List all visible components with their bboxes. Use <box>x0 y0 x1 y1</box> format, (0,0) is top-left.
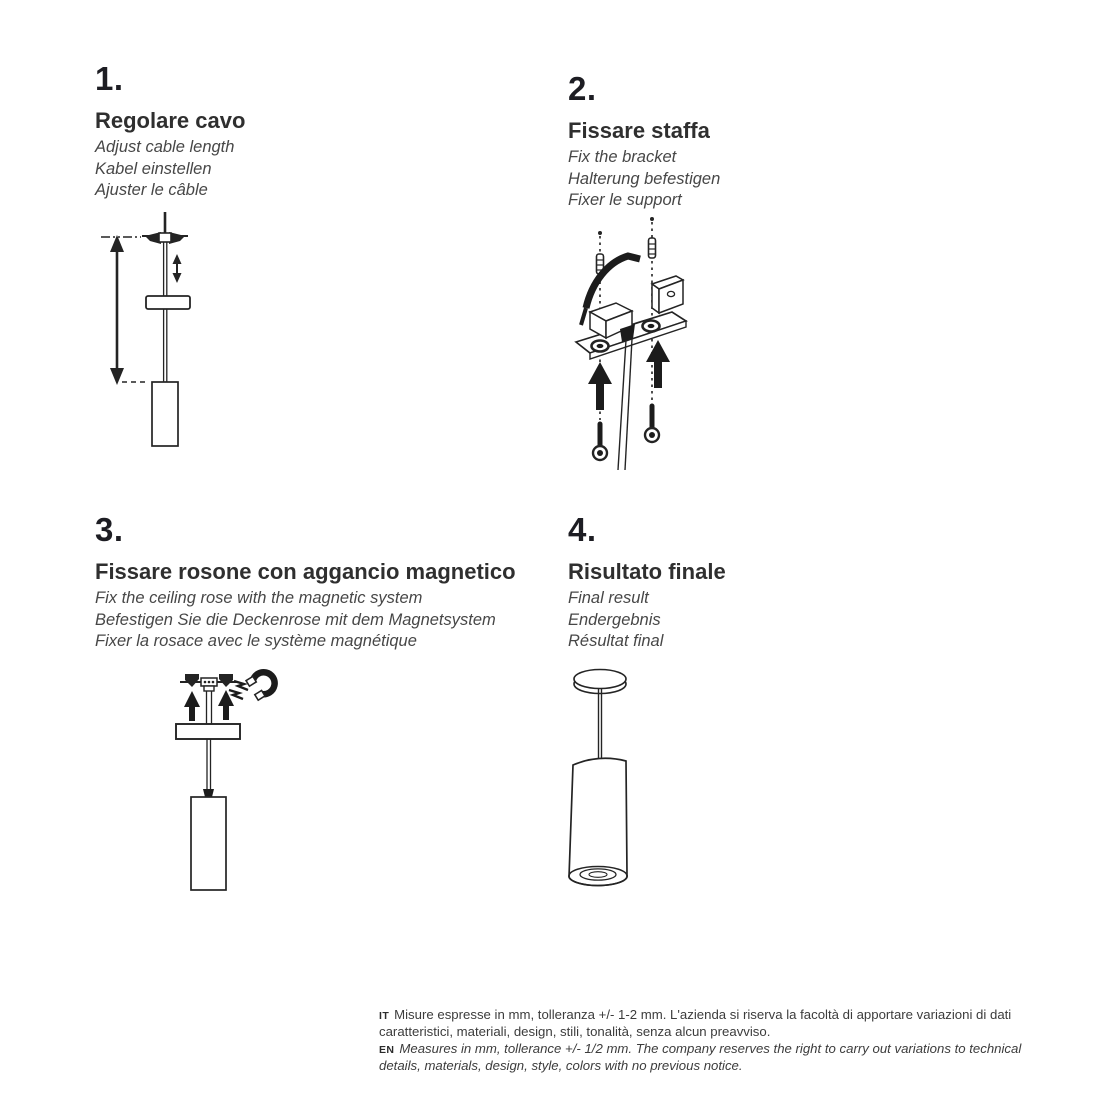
bracket-claw-left <box>185 674 199 687</box>
footer-note-it-text: Misure espresse in mm, tolleranza +/- 1-2 mm. L'azienda si riserva la facoltà di apportare variazioni di dati caratteristici, materiali, design, stili, tonalità, senza alcun preavviso. <box>379 1007 1012 1040</box>
step-4-subtitle-en: Final result <box>568 589 649 608</box>
fixing-nut-right <box>643 321 660 332</box>
ceiling-rose <box>176 724 240 739</box>
adjust-up-down-arrow <box>173 254 182 283</box>
step-1-subtitle-de: Kabel einstellen <box>95 159 212 178</box>
hanging-cable <box>618 340 626 470</box>
step-3-number: 3. <box>95 511 124 548</box>
step-2-subtitle-fr: Fixer le support <box>568 191 682 210</box>
step-4-title: Risultato finale <box>568 559 726 584</box>
magnet-spark-bottom <box>229 690 243 699</box>
step-4-subtitle-de: Endergebnis <box>568 610 661 629</box>
step-3-title: Fissare rosone con aggancio magnetico <box>95 559 516 584</box>
lamp-body <box>152 382 178 446</box>
step-2-illustration-bracket-fixing <box>552 212 792 482</box>
step-3-subtitle-de: Befestigen Sie die Deckenrose mit dem Magnetsystem <box>95 610 496 629</box>
bracket-claw-right <box>219 674 233 687</box>
step-1-number: 1. <box>95 60 124 97</box>
step-4-number: 4. <box>568 511 597 548</box>
step-2-subtitle-en: Fix the bracket <box>568 148 677 167</box>
step-1-subtitle-fr: Ajuster le câble <box>95 181 208 200</box>
push-up-arrow-left <box>588 362 612 410</box>
screw-right <box>645 406 659 442</box>
wall-anchor-right <box>649 238 656 258</box>
step-4 <box>568 513 1028 653</box>
footer-note-en-text: Measures in mm, tollerance +/- 1/2 mm. The company reserves the right to carry out variations to technical details, materials, design, style, colors with no previous notice. <box>379 1040 1022 1073</box>
ceiling-rose-disc <box>574 670 626 694</box>
footer-lang-label-it: IT <box>379 1010 390 1022</box>
step-1-subtitle-en: Adjust cable length <box>95 138 235 157</box>
step-4-subtitle-fr: Résultat final <box>568 632 664 651</box>
power-cable-hook <box>586 256 640 308</box>
bracket-right-block <box>652 276 683 313</box>
step-2-subtitle-de: Halterung befestigen <box>568 169 721 188</box>
magnet-spark-top <box>234 681 248 690</box>
fixing-nut-left <box>592 341 609 352</box>
lamp-cable-gland <box>203 789 214 797</box>
lift-arrow-left <box>184 691 200 721</box>
screw-left <box>593 424 607 460</box>
step-3-subtitle-fr: Fixer la rosace avec le système magnétique <box>95 632 417 651</box>
cable-adjuster-block <box>146 296 190 309</box>
step-3-illustration-magnetic-rose <box>148 658 328 908</box>
step-1-illustration-cable-adjust <box>85 206 305 466</box>
push-up-arrow-right <box>646 340 670 388</box>
footer-notes <box>379 1007 1039 1074</box>
footer-note-it <box>379 1007 1039 1041</box>
step-1-title: Regolare cavo <box>95 108 246 133</box>
step-4-illustration-final-result <box>538 648 738 908</box>
step-2 <box>568 72 1028 212</box>
step-3 <box>95 513 555 653</box>
step-2-number: 2. <box>568 70 597 107</box>
magnet-icon <box>246 668 279 701</box>
step-1 <box>95 62 555 202</box>
footer-note-en <box>379 1041 1039 1075</box>
step-3-subtitle-en: Fix the ceiling rose with the magnetic system <box>95 589 423 608</box>
step-2-title: Fissare staffa <box>568 118 710 143</box>
cable-length-arrow <box>110 235 124 385</box>
lamp-body <box>191 797 226 890</box>
footer-lang-label-en: EN <box>379 1043 395 1056</box>
